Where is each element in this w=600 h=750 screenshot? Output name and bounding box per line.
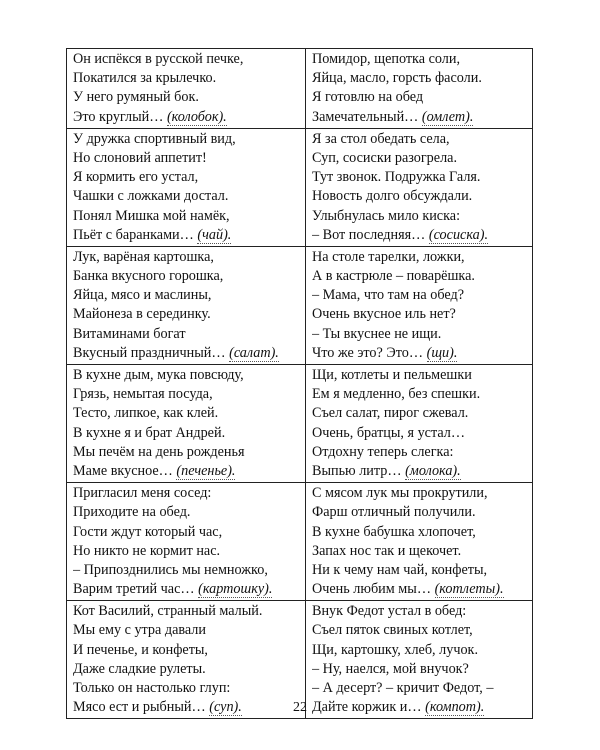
riddle-line-text: Это круглый…: [73, 108, 164, 125]
left-riddle-cell: [67, 128, 306, 246]
riddle-line: [73, 580, 305, 599]
riddle-line: [312, 88, 532, 107]
riddle-line: [312, 602, 532, 621]
riddle-line: [73, 366, 305, 385]
riddle-line: [312, 168, 532, 187]
left-riddle-cell: [67, 49, 306, 129]
riddle-line: [312, 503, 532, 522]
riddle-line-text: Мы ему с утра давали: [73, 622, 206, 639]
riddle-line: [312, 366, 532, 385]
riddle-line-text: Отдохну теперь слегка:: [312, 443, 454, 460]
riddle-line-text: – Вот последняя…: [312, 226, 426, 243]
riddle-line-text: С мясом лук мы прокрутили,: [312, 485, 488, 502]
right-riddle-cell: [306, 483, 533, 601]
riddle-line-text: Пьёт с баранками…: [73, 226, 194, 243]
riddle-line: [312, 641, 532, 660]
riddle-answer: (чай).: [197, 226, 232, 243]
riddle-line: [73, 424, 305, 443]
riddle-line-text: Я готовлю на обед: [312, 89, 424, 106]
riddle-line: [73, 248, 305, 267]
riddle-line-text: Покатился за крылечко.: [73, 70, 217, 87]
riddle-line-text: Только он настолько глуп:: [73, 680, 231, 696]
riddle-line-text: Гости ждут который час,: [73, 523, 223, 540]
riddle-line-text: Банка вкусного горошка,: [73, 268, 224, 285]
riddle-line-text: Ем я медленно, без спешки.: [312, 386, 481, 403]
right-riddle-cell: [306, 49, 533, 129]
riddle-line: [73, 325, 305, 344]
riddle-line-text: Ни к чему нам чай, конфеты,: [312, 561, 488, 578]
riddle-row: [67, 365, 533, 483]
riddle-line: [73, 621, 305, 640]
riddle-line-text: Что же это? Это…: [312, 344, 424, 361]
riddle-line-text: Маме вкусное…: [73, 462, 173, 479]
riddle-line: [312, 424, 532, 443]
riddle-line: [73, 679, 305, 698]
riddles-table-body: [67, 49, 533, 719]
riddle-line-text: Понял Мишка мой намёк,: [73, 207, 230, 224]
riddle-row: [67, 246, 533, 364]
riddle-line-text: Яйца, мясо и маслины,: [73, 287, 212, 304]
riddle-line-text: Очень вкусное иль нет?: [312, 306, 456, 323]
left-riddle-cell: [67, 246, 306, 364]
riddle-line-text: Яйца, масло, горсть фасоли.: [312, 70, 482, 87]
riddle-line-text: Съел пяток свиных котлет,: [312, 622, 473, 639]
riddle-line: [73, 168, 305, 187]
riddle-answer: (колобок).: [166, 108, 227, 125]
riddle-line: [312, 267, 532, 286]
riddle-line-text: Он испёкся в русской печке,: [73, 51, 244, 67]
riddle-line-text: В кухне бабушка хлопочет,: [312, 523, 476, 540]
riddle-line: [312, 149, 532, 168]
riddle-line: [73, 344, 305, 363]
riddle-line-text: А в кастрюле – поварёшка.: [312, 268, 475, 285]
riddle-line-text: Помидор, щепотка соли,: [312, 51, 461, 67]
riddle-line: [312, 404, 532, 423]
riddle-answer: (котлеты).: [434, 581, 504, 598]
riddle-line-text: Чашки с ложками достал.: [73, 188, 229, 205]
riddle-answer: (молока).: [405, 462, 461, 479]
riddle-line-text: Приходите на обед.: [73, 504, 191, 521]
riddle-line: [312, 660, 532, 679]
riddle-line-text: Кот Василий, странный малый.: [73, 603, 263, 620]
riddle-line: [312, 443, 532, 462]
riddle-line: [73, 69, 305, 88]
riddle-line: [73, 187, 305, 206]
riddle-line-text: Суп, сосиски разогрела.: [312, 149, 457, 166]
riddle-line: [73, 542, 305, 561]
riddle-line-text: Пригласил меня сосед:: [73, 485, 212, 502]
left-riddle-cell: [67, 365, 306, 483]
riddle-line-text: – А десерт? – кричит Федот, –: [312, 680, 494, 696]
riddle-line: [73, 503, 305, 522]
riddle-line: [312, 523, 532, 542]
riddle-line: [312, 130, 532, 149]
left-riddle-cell: [67, 483, 306, 601]
riddle-line: [312, 462, 532, 481]
riddle-line-text: – Ты вкуснее не ищи.: [312, 325, 442, 342]
riddle-line-text: Лук, варёная картошка,: [73, 248, 214, 265]
riddle-line-text: Очень, братцы, я устал…: [312, 424, 466, 441]
riddle-line-text: В кухне дым, мука повсюду,: [73, 367, 244, 383]
riddle-line: [312, 344, 532, 363]
riddle-line: [73, 305, 305, 324]
riddle-answer: (печенье).: [176, 462, 236, 479]
riddle-line-text: Щи, картошку, хлеб, лучок.: [312, 641, 478, 658]
riddle-line: [73, 462, 305, 481]
right-riddle-cell: [306, 128, 533, 246]
riddle-line: [312, 305, 532, 324]
riddle-line: [73, 108, 305, 127]
riddle-line-text: Мясо ест и рыбный…: [73, 699, 206, 716]
riddle-line-text: Майонеза в серединку.: [73, 306, 211, 323]
riddle-line-text: Запах нос так и щекочет.: [312, 542, 462, 559]
riddle-line-text: В кухне я и брат Андрей.: [73, 424, 226, 441]
riddle-line: [73, 226, 305, 245]
riddle-answer: (сосиска).: [428, 226, 488, 243]
riddle-line: [312, 69, 532, 88]
riddle-line: [73, 443, 305, 462]
riddle-line: [312, 187, 532, 206]
right-riddle-cell: [306, 246, 533, 364]
riddle-line-text: Улыбнулась мило киска:: [312, 207, 461, 224]
riddle-line: [312, 484, 532, 503]
riddle-line-text: Грязь, немытая посуда,: [73, 386, 213, 403]
riddle-line: [73, 404, 305, 423]
riddle-line: [312, 621, 532, 640]
riddle-line: [312, 50, 532, 69]
riddle-line-text: У дружка спортивный вид,: [73, 130, 236, 147]
riddle-line-text: Съел салат, пирог сжевал.: [312, 405, 469, 422]
riddle-line-text: Мы печём на день рожденья: [73, 443, 245, 460]
riddle-line: [312, 248, 532, 267]
riddle-line-text: У него румяный бок.: [73, 89, 199, 106]
riddle-line: [73, 484, 305, 503]
riddle-answer: (салат).: [229, 344, 279, 361]
riddle-line-text: Но никто не кормит нас.: [73, 542, 221, 559]
riddle-line-text: Даже сладкие рулеты.: [73, 660, 206, 677]
riddle-line: [73, 602, 305, 621]
riddle-line-text: Тут звонок. Подружка Галя.: [312, 169, 481, 186]
riddle-line: [312, 385, 532, 404]
riddle-line: [312, 580, 532, 599]
riddle-line: [312, 542, 532, 561]
riddle-line: [73, 660, 305, 679]
riddle-line: [73, 50, 305, 69]
riddle-line: [312, 286, 532, 305]
riddle-line: [73, 130, 305, 149]
riddle-line: [312, 226, 532, 245]
riddle-line: [73, 149, 305, 168]
riddle-line: [312, 679, 532, 698]
riddle-answer: (щи).: [426, 344, 458, 361]
riddle-answer: (картошку).: [198, 581, 273, 598]
riddle-line-text: И печенье, и конфеты,: [73, 641, 208, 658]
riddle-line-text: Внук Федот устал в обед:: [312, 603, 467, 620]
riddle-line: [73, 561, 305, 580]
riddle-line-text: Щи, котлеты и пельмешки: [312, 367, 472, 383]
riddle-line-text: Новость долго обсуждали.: [312, 188, 473, 205]
right-riddle-cell: [306, 365, 533, 483]
riddle-line-text: Я за стол обедать села,: [312, 130, 450, 147]
riddles-table: [66, 48, 533, 719]
riddle-row: [67, 49, 533, 129]
riddle-line-text: – Мама, что там на обед?: [312, 287, 464, 304]
riddle-line: [73, 88, 305, 107]
riddle-answer: (суп).: [209, 699, 242, 716]
riddle-answer: (омлет).: [421, 108, 474, 125]
page-number: 22: [293, 700, 307, 715]
riddle-line-text: Очень любим мы…: [312, 581, 432, 598]
riddle-line: [312, 561, 532, 580]
riddle-line-text: Тесто, липкое, как клей.: [73, 405, 219, 422]
riddle-line-text: Фарш отличный получили.: [312, 504, 476, 521]
riddle-line-text: – Припозднились мы немножко,: [73, 561, 268, 578]
riddle-line-text: Дайте коржик и…: [312, 699, 422, 716]
riddle-line: [312, 325, 532, 344]
riddle-row: [67, 483, 533, 601]
riddle-line-text: Варим третий час…: [73, 581, 195, 598]
riddle-line-text: Я кормить его устал,: [73, 169, 199, 186]
riddle-line-text: Но слоновий аппетит!: [73, 149, 207, 166]
riddle-line-text: Витаминами богат: [73, 325, 186, 342]
riddle-line: [312, 108, 532, 127]
riddle-line: [73, 641, 305, 660]
riddle-line: [73, 207, 305, 226]
riddle-answer: (компот).: [425, 699, 485, 716]
riddle-line-text: Выпью литр…: [312, 462, 402, 479]
riddle-row: [67, 128, 533, 246]
riddle-line: [73, 267, 305, 286]
riddle-line: [312, 207, 532, 226]
riddle-line-text: На столе тарелки, ложки,: [312, 248, 465, 265]
riddle-line-text: Замечательный…: [312, 108, 419, 125]
riddle-line: [73, 385, 305, 404]
riddle-line-text: – Ну, наелся, мой внучок?: [312, 660, 469, 677]
riddle-line: [73, 523, 305, 542]
riddle-line-text: Вкусный праздничный…: [73, 344, 226, 361]
riddle-line: [73, 286, 305, 305]
